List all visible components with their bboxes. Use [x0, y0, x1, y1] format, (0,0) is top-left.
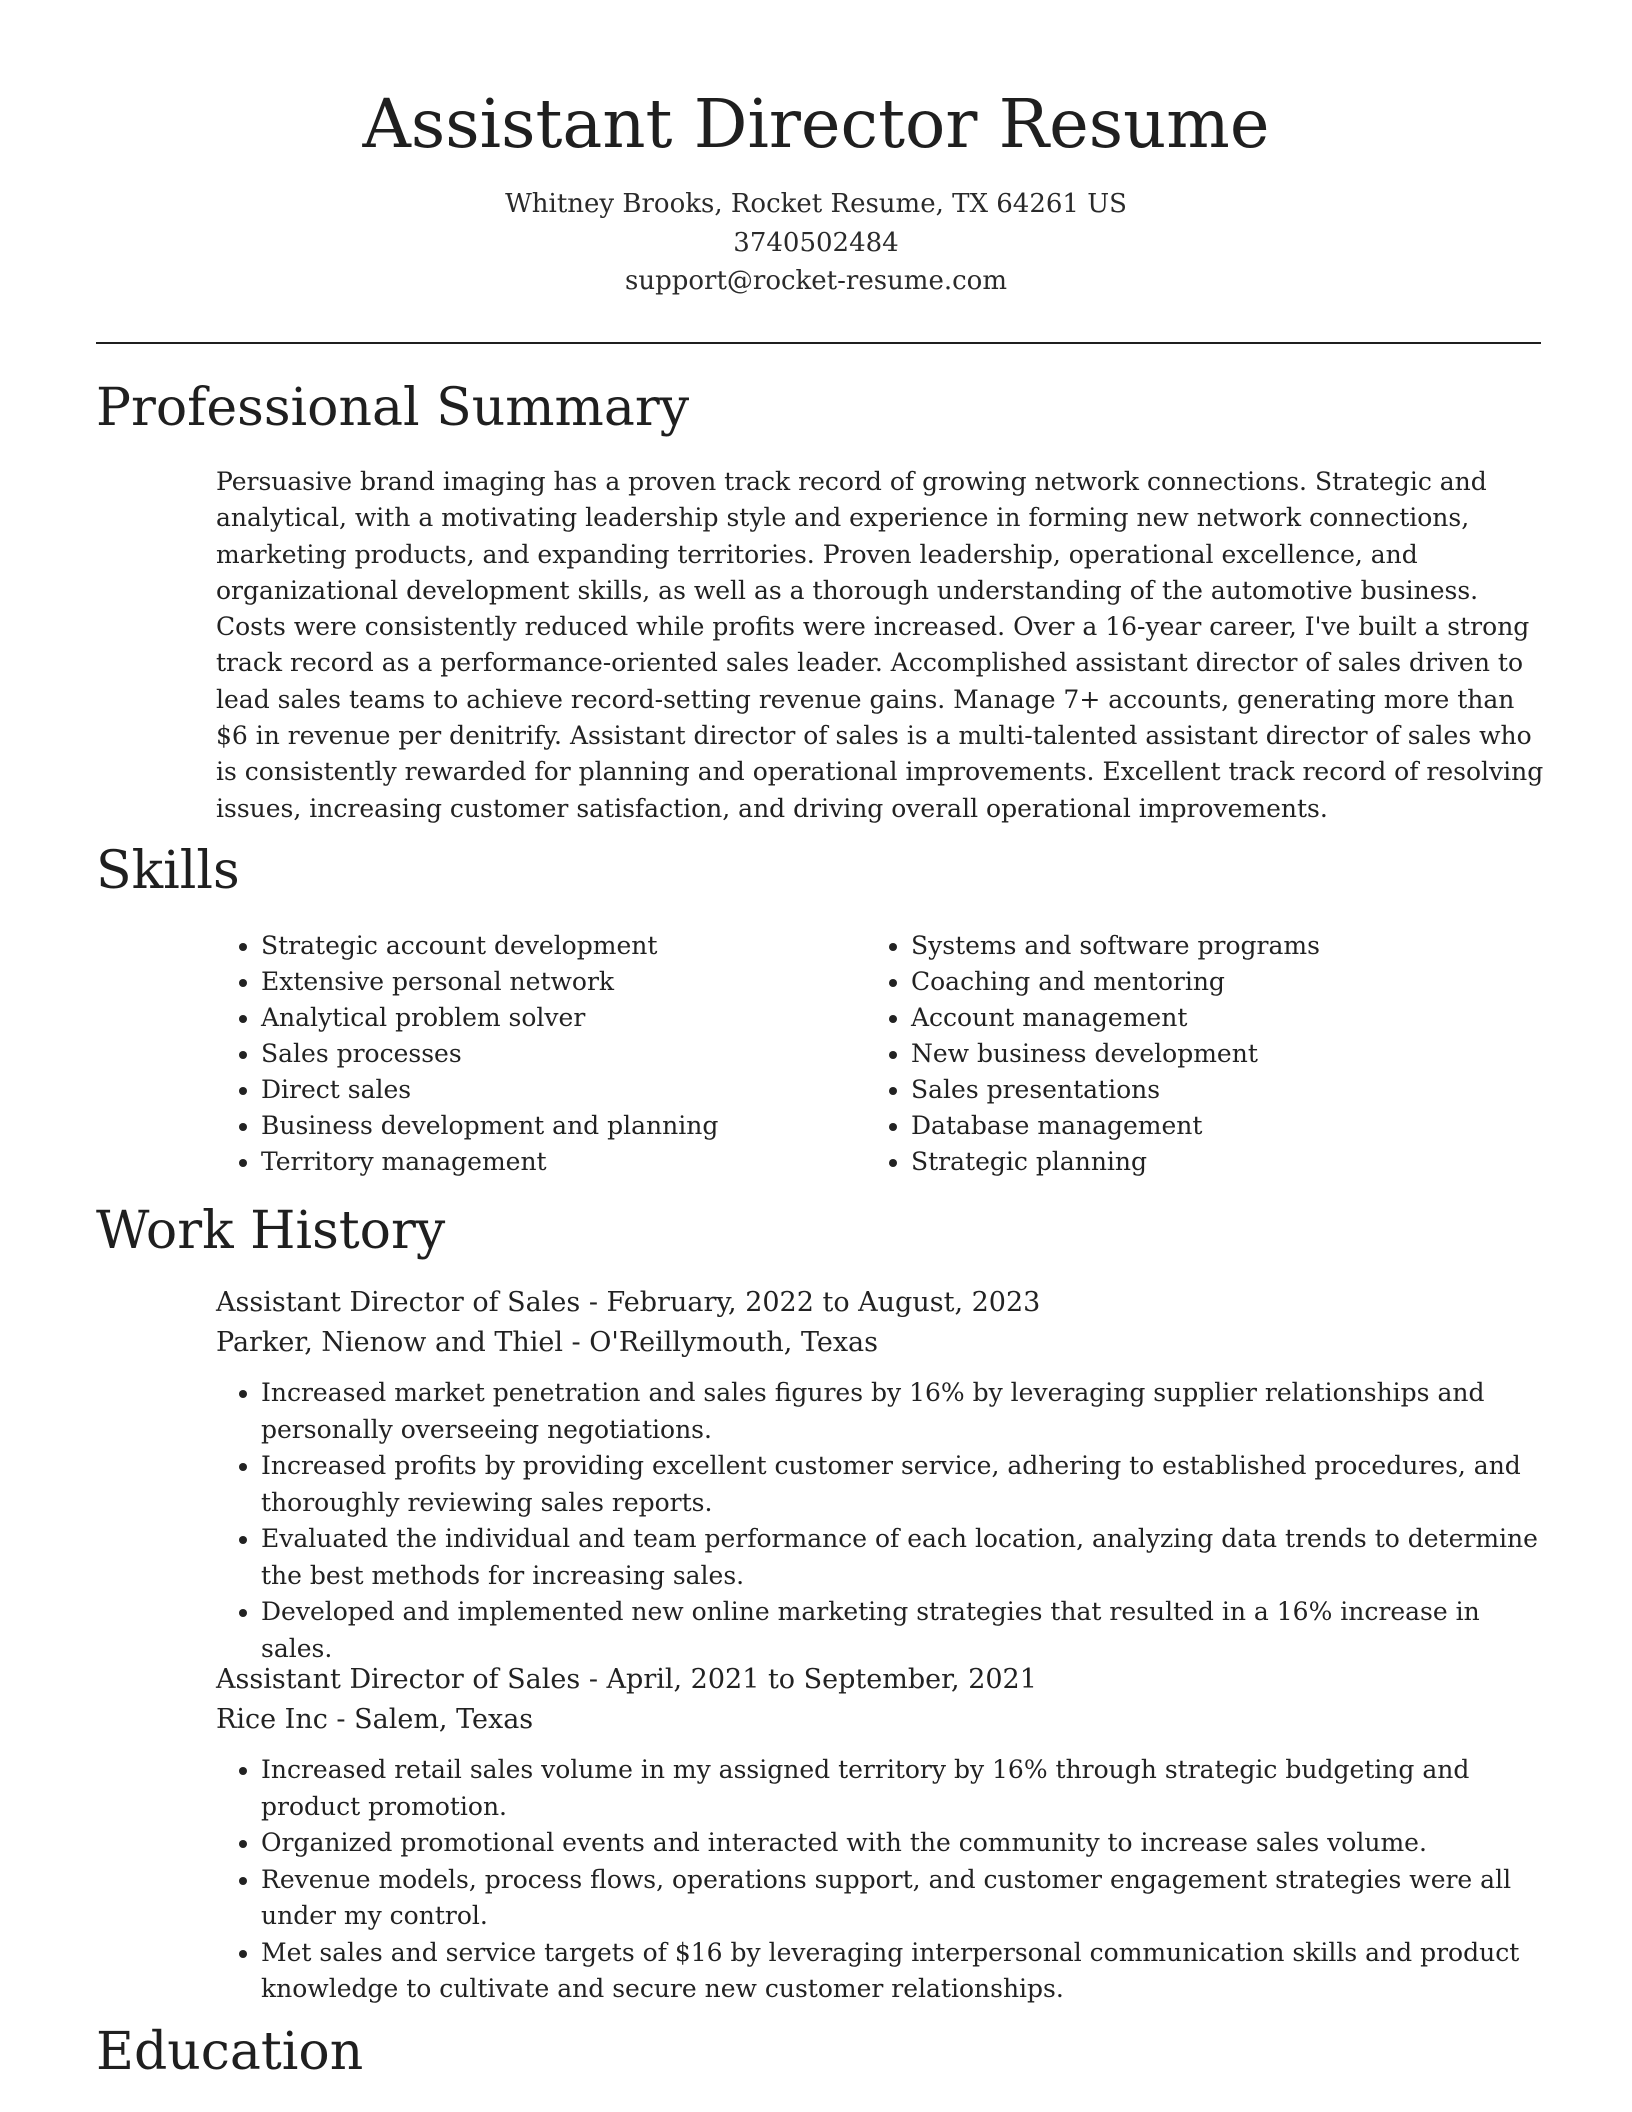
job-entry [216, 1660, 1546, 2008]
skill-item: • Direct sales [261, 1072, 866, 1108]
contact-email: support@rocket-resume.com [624, 266, 1007, 297]
resume-header [0, 0, 1632, 301]
skill-item: • Territory management [261, 1144, 866, 1180]
contact-address: Whitney Brooks, Rocket Resume, TX 64261 US [505, 189, 1127, 220]
job-bullet: • Developed and implemented new online marketing strategies that resulted in a 16% increase in sales. [261, 1594, 1546, 1667]
job-company: Parker, Nienow and Thiel - O'Reillymouth, Texas [216, 1327, 879, 1358]
job-bullet: • Increased retail sales volume in my assigned territory by 16% through strategic budgeting and product promotion. [261, 1752, 1546, 1825]
summary-heading: Professional Summary [96, 378, 690, 438]
summary-text: Persuasive brand imaging has a proven track record of growing network connections. Strategic and analytical, with a motivating leadership style and experience in forming new network connections, marketing products, and expanding territories. Proven leadership, operational excellence, and organizational development skills, as well as a thorough understanding of the automotive business. Costs were consistently reduced while profits were increased. Over a 16-year career, I've built a strong track record as a performance-oriented sales leader. Accomplished assistant director of sales driven to lead sales teams to achieve record-setting revenue gains. Manage 7+ accounts, generating more than $6 in revenue per denitrify. Assistant director of sales is a multi-talented assistant director of sales who is consistently rewarded for planning and operational improvements. Excellent track record of resolving issues, increasing customer satisfaction, and driving overall operational improvements. [216, 467, 1544, 823]
header-divider [96, 342, 1541, 344]
skill-item: • Account management [911, 1000, 1511, 1036]
skill-item: • Business development and planning [261, 1108, 866, 1144]
skill-item: • New business development [911, 1036, 1511, 1072]
contact-block [0, 185, 1632, 301]
skill-item: • Strategic account development [261, 928, 866, 964]
job-title: Assistant Director of Sales - April, 2021 to September, 2021 [216, 1664, 1037, 1695]
job-bullet: • Evaluated the individual and team performance of each location, analyzing data trends to determine the best methods for increasing sales. [261, 1521, 1546, 1594]
skills-column-right [866, 928, 1511, 1180]
work-history-heading: Work History [96, 1201, 446, 1261]
job-company: Rice Inc - Salem, Texas [216, 1704, 534, 1735]
skill-item: • Coaching and mentoring [911, 964, 1511, 1000]
job-title: Assistant Director of Sales - February, 2022 to August, 2023 [216, 1287, 1041, 1318]
job-bullet: • Increased market penetration and sales figures by 16% by leveraging supplier relationships and personally overseeing negotiations. [261, 1375, 1546, 1448]
skills-list [216, 928, 1546, 1180]
skill-item: • Strategic planning [911, 1144, 1511, 1180]
contact-phone: 3740502484 [733, 227, 899, 258]
skills-column-left [216, 928, 866, 1180]
job-bullet: • Revenue models, process flows, operations support, and customer engagement strategies were all under my control. [261, 1862, 1546, 1935]
skill-item: • Extensive personal network [261, 964, 866, 1000]
education-heading: Education [96, 2022, 364, 2082]
skill-item: • Systems and software programs [911, 928, 1511, 964]
skills-heading: Skills [96, 841, 240, 901]
job-bullets [216, 1375, 1546, 1667]
job-bullet: • Organized promotional events and interacted with the community to increase sales volume. [261, 1825, 1546, 1862]
skill-item: • Sales processes [261, 1036, 866, 1072]
skill-item: • Database management [911, 1108, 1511, 1144]
job-bullet: • Met sales and service targets of $16 by leveraging interpersonal communication skills and product knowledge to cultivate and secure new customer relationships. [261, 1935, 1546, 2008]
job-bullets [216, 1752, 1546, 2008]
skill-item: • Analytical problem solver [261, 1000, 866, 1036]
resume-title: Assistant Director Resume [362, 85, 1270, 163]
skill-item: • Sales presentations [911, 1072, 1511, 1108]
job-bullet: • Increased profits by providing excellent customer service, adhering to established procedures, and thoroughly reviewing sales reports. [261, 1448, 1546, 1521]
job-entry [216, 1283, 1546, 1667]
